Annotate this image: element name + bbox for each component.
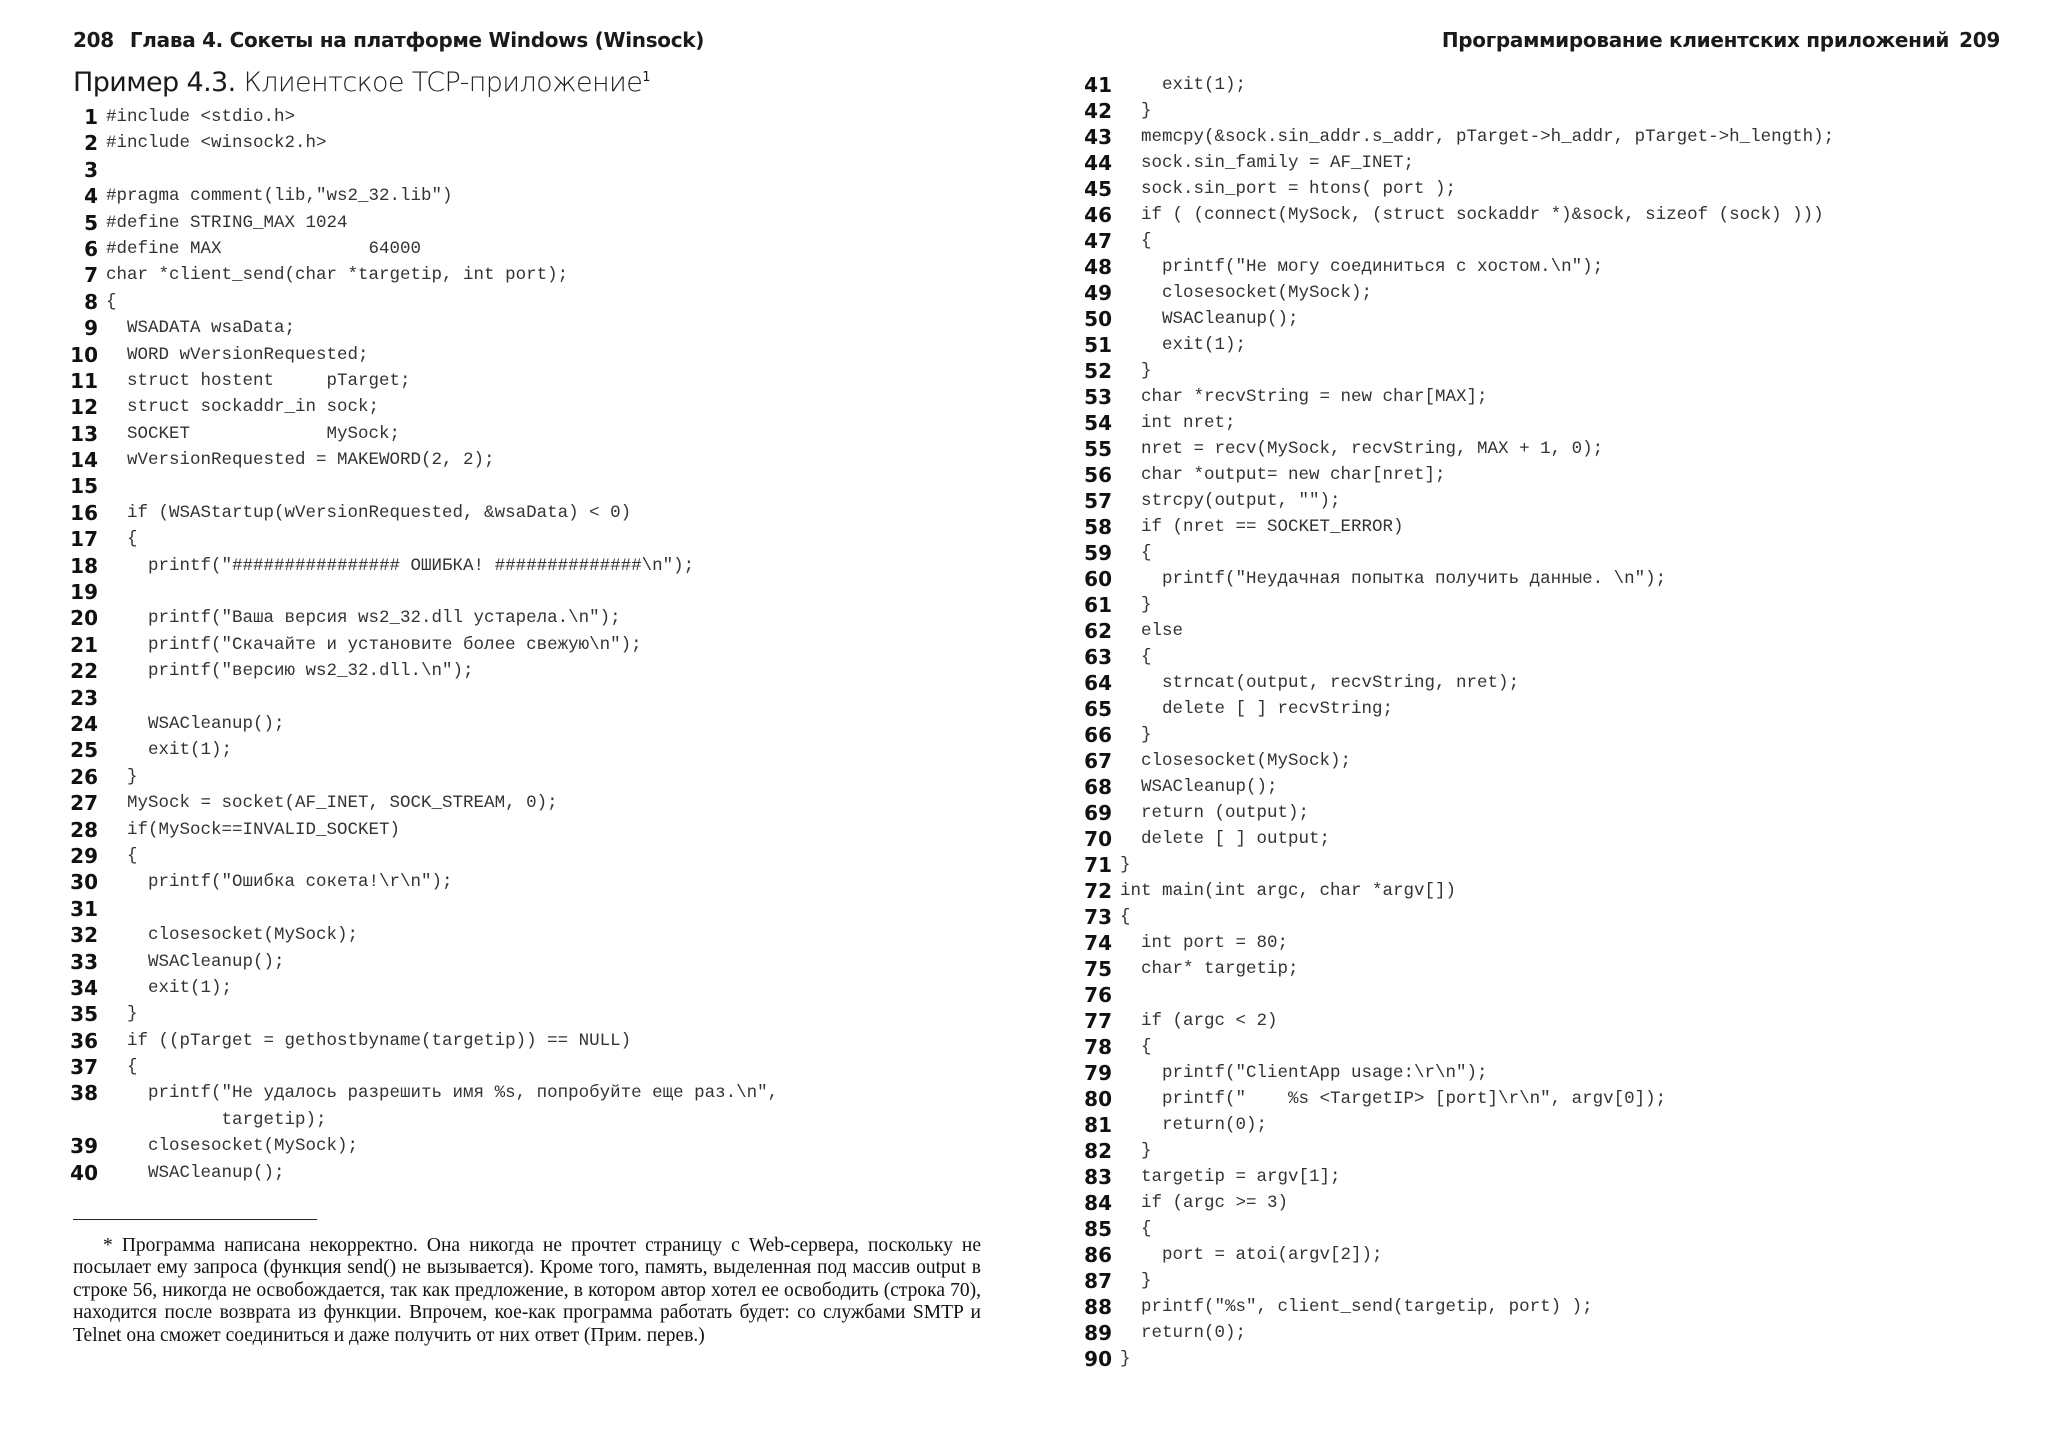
code-line xyxy=(50,896,778,922)
code-text: if (argc >= 3) xyxy=(1120,1193,1289,1213)
line-number: 72 xyxy=(1084,879,1112,903)
code-text: } xyxy=(1120,1141,1152,1161)
code-line xyxy=(1064,306,1834,332)
line-number: 65 xyxy=(1084,697,1112,721)
code-text: { xyxy=(106,1057,138,1078)
code-line xyxy=(1064,1060,1834,1086)
line-number: 52 xyxy=(1084,359,1112,383)
code-line xyxy=(1064,384,1834,410)
running-head-right xyxy=(1442,28,2000,52)
line-number: 40 xyxy=(70,1160,98,1185)
code-text: struct hostent pTarget; xyxy=(106,370,411,391)
code-text: char *recvString = new char[MAX]; xyxy=(1120,387,1488,407)
code-text: return(0); xyxy=(1120,1323,1247,1343)
line-number: 78 xyxy=(1084,1035,1112,1059)
code-line xyxy=(50,579,778,605)
code-text: } xyxy=(106,1004,138,1025)
code-line xyxy=(1064,332,1834,358)
line-number: 89 xyxy=(1084,1321,1112,1345)
code-line xyxy=(1064,436,1834,462)
line-number: 39 xyxy=(70,1134,98,1159)
code-text: memcpy(&sock.sin_addr.s_addr, pTarget->h_addr, pTarget->h_length); xyxy=(1120,127,1835,147)
code-text: closesocket(MySock); xyxy=(106,925,359,946)
code-text: { xyxy=(1120,543,1152,563)
line-number: 26 xyxy=(70,764,98,789)
code-line xyxy=(1064,358,1834,384)
line-number: 7 xyxy=(84,263,98,288)
code-line xyxy=(1064,696,1834,722)
line-number: 76 xyxy=(1084,983,1112,1007)
code-text: #pragma comment(lib,"ws2_32.lib") xyxy=(106,186,453,207)
code-text: } xyxy=(1120,361,1152,381)
code-line xyxy=(50,526,778,552)
code-text: } xyxy=(1120,725,1152,745)
line-number: 79 xyxy=(1084,1061,1112,1085)
line-number: 19 xyxy=(70,580,98,605)
chapter-title: Глава 4. Сокеты на платформе Windows (Winsock) xyxy=(129,28,705,52)
code-line xyxy=(1064,254,1834,280)
code-text: sock.sin_port = htons( port ); xyxy=(1120,179,1457,199)
line-number: 27 xyxy=(70,791,98,816)
line-number: 50 xyxy=(1084,307,1112,331)
section-title: Программирование клиентских приложений xyxy=(1441,28,1950,52)
line-number: 23 xyxy=(70,685,98,710)
code-line xyxy=(50,632,778,658)
code-line xyxy=(50,658,778,684)
code-text: if ( (connect(MySock, (struct sockaddr *)&sock, sizeof (sock) ))) xyxy=(1120,205,1824,225)
code-text: printf("ClientApp usage:\r\n"); xyxy=(1120,1063,1488,1083)
code-line xyxy=(1064,566,1834,592)
code-text: WSACleanup(); xyxy=(1120,309,1299,329)
code-line xyxy=(1064,826,1834,852)
line-number: 51 xyxy=(1084,333,1112,357)
code-text: printf("Не могу соединиться с хостом.\n"); xyxy=(1120,257,1604,277)
code-line xyxy=(50,553,778,579)
line-number: 56 xyxy=(1084,463,1112,487)
code-text: MySock = socket(AF_INET, SOCK_STREAM, 0); xyxy=(106,793,558,814)
footnote-marker: 1 xyxy=(642,70,650,85)
code-line xyxy=(1064,462,1834,488)
code-text: exit(1); xyxy=(1120,335,1247,355)
code-text: if (WSAStartup(wVersionRequested, &wsaData) < 0) xyxy=(106,502,632,523)
line-number: 2 xyxy=(84,131,98,156)
code-line xyxy=(1064,1164,1834,1190)
line-number: 57 xyxy=(1084,489,1112,513)
code-text: targetip = argv[1]; xyxy=(1120,1167,1341,1187)
code-line xyxy=(50,737,778,763)
line-number: 82 xyxy=(1084,1139,1112,1163)
code-text: else xyxy=(1120,621,1184,641)
line-number: 69 xyxy=(1084,801,1112,825)
code-text: if(MySock==INVALID_SOCKET) xyxy=(106,819,401,840)
line-number: 66 xyxy=(1084,723,1112,747)
code-text: } xyxy=(1120,1271,1152,1291)
code-text: closesocket(MySock); xyxy=(1120,283,1373,303)
code-text: { xyxy=(1120,1219,1152,1239)
line-number: 70 xyxy=(1084,827,1112,851)
line-number: 14 xyxy=(70,448,98,473)
code-line xyxy=(50,183,778,209)
code-line xyxy=(1064,904,1834,930)
code-line xyxy=(1064,930,1834,956)
line-number: 59 xyxy=(1084,541,1112,565)
line-number: 64 xyxy=(1084,671,1112,695)
code-line xyxy=(1064,592,1834,618)
code-line xyxy=(1064,488,1834,514)
line-number: 55 xyxy=(1084,437,1112,461)
code-text: sock.sin_family = AF_INET; xyxy=(1120,153,1415,173)
line-number: 24 xyxy=(70,711,98,736)
line-number: 80 xyxy=(1084,1087,1112,1111)
code-line xyxy=(50,1001,778,1027)
code-line xyxy=(50,685,778,711)
code-line xyxy=(1064,124,1834,150)
code-line xyxy=(1064,1138,1834,1164)
code-line xyxy=(1064,1294,1834,1320)
code-text: exit(1); xyxy=(1120,75,1247,95)
code-text: #define STRING_MAX 1024 xyxy=(106,212,348,233)
code-text: { xyxy=(1120,647,1152,667)
code-line xyxy=(1064,202,1834,228)
line-number: 68 xyxy=(1084,775,1112,799)
line-number: 83 xyxy=(1084,1165,1112,1189)
code-listing-right xyxy=(1064,72,1834,1372)
code-line xyxy=(50,975,778,1001)
code-line xyxy=(50,368,778,394)
line-number: 34 xyxy=(70,975,98,1000)
line-number: 30 xyxy=(70,870,98,895)
code-text: { xyxy=(106,845,138,866)
code-line xyxy=(1064,800,1834,826)
line-number: 73 xyxy=(1084,905,1112,929)
code-text: } xyxy=(106,766,138,787)
listing-caption: Клиентское TCP-приложение xyxy=(243,67,643,98)
code-line xyxy=(50,790,778,816)
line-number: 67 xyxy=(1084,749,1112,773)
line-number: 38 xyxy=(70,1081,98,1106)
code-text: } xyxy=(1120,1349,1131,1369)
code-line xyxy=(50,236,778,262)
code-line xyxy=(1064,514,1834,540)
line-number: 58 xyxy=(1084,515,1112,539)
code-text: wVersionRequested = MAKEWORD(2, 2); xyxy=(106,450,495,471)
line-number: 53 xyxy=(1084,385,1112,409)
code-line xyxy=(50,1080,778,1133)
code-line xyxy=(50,210,778,236)
line-number: 88 xyxy=(1084,1295,1112,1319)
code-text: printf(" %s <TargetIP> [port]\r\n", argv[0]); xyxy=(1120,1089,1667,1109)
code-line xyxy=(50,315,778,341)
code-text: WSACleanup(); xyxy=(1120,777,1278,797)
line-number: 54 xyxy=(1084,411,1112,435)
line-number: 35 xyxy=(70,1002,98,1027)
code-text: return(0); xyxy=(1120,1115,1268,1135)
code-line xyxy=(1064,98,1834,124)
line-number: 6 xyxy=(84,236,98,261)
code-line xyxy=(50,1160,778,1186)
code-line xyxy=(1064,150,1834,176)
line-number: 22 xyxy=(70,659,98,684)
code-line xyxy=(1064,1008,1834,1034)
code-line xyxy=(1064,644,1834,670)
code-text: printf("версию ws2_32.dll.\n"); xyxy=(106,661,474,682)
code-line xyxy=(50,500,778,526)
code-text: exit(1); xyxy=(106,740,233,761)
code-text: } xyxy=(1120,595,1152,615)
line-number: 85 xyxy=(1084,1217,1112,1241)
code-line xyxy=(50,262,778,288)
code-text: } xyxy=(1120,855,1131,875)
code-line xyxy=(1064,1112,1834,1138)
code-line xyxy=(50,949,778,975)
line-number: 33 xyxy=(70,949,98,974)
line-number: 25 xyxy=(70,738,98,763)
code-text: { xyxy=(1120,907,1131,927)
code-line xyxy=(1064,1086,1834,1112)
line-number: 15 xyxy=(70,474,98,499)
code-text: printf("Не удалось разрешить имя %s, попробуйте еще раз.\n", targetip); xyxy=(148,1083,779,1130)
line-number: 13 xyxy=(70,421,98,446)
code-text: exit(1); xyxy=(106,977,233,998)
code-text: int nret; xyxy=(1120,413,1236,433)
code-line xyxy=(50,130,778,156)
code-line xyxy=(1064,1320,1834,1346)
line-number: 9 xyxy=(84,316,98,341)
line-number: 12 xyxy=(70,395,98,420)
line-number: 31 xyxy=(70,896,98,921)
line-number: 87 xyxy=(1084,1269,1112,1293)
code-line xyxy=(1064,540,1834,566)
code-line xyxy=(50,394,778,420)
running-head-left xyxy=(73,28,704,52)
line-number: 21 xyxy=(70,632,98,657)
line-number: 8 xyxy=(84,289,98,314)
code-line xyxy=(50,157,778,183)
line-number: 37 xyxy=(70,1055,98,1080)
line-number: 63 xyxy=(1084,645,1112,669)
line-number: 11 xyxy=(70,368,98,393)
line-number: 46 xyxy=(1084,203,1112,227)
code-text: closesocket(MySock); xyxy=(1120,751,1352,771)
line-number: 28 xyxy=(70,817,98,842)
code-line xyxy=(50,764,778,790)
code-line xyxy=(1064,280,1834,306)
code-text: { xyxy=(106,291,117,312)
line-number: 90 xyxy=(1084,1347,1112,1371)
code-line xyxy=(50,605,778,631)
line-number: 45 xyxy=(1084,177,1112,201)
line-number: 5 xyxy=(84,210,98,235)
code-line xyxy=(1064,748,1834,774)
right-page xyxy=(1024,0,2048,1447)
code-text: struct sockaddr_in sock; xyxy=(106,397,380,418)
code-line xyxy=(50,342,778,368)
code-line xyxy=(1064,410,1834,436)
line-number: 71 xyxy=(1084,853,1112,877)
code-text: { xyxy=(1120,1037,1152,1057)
code-line xyxy=(1064,956,1834,982)
code-text: printf("Неудачная попытка получить данные. \n"); xyxy=(1120,569,1667,589)
code-line xyxy=(1064,1268,1834,1294)
line-number: 60 xyxy=(1084,567,1112,591)
code-text: #include <winsock2.h> xyxy=(106,133,327,154)
code-line xyxy=(50,817,778,843)
code-line xyxy=(1064,1190,1834,1216)
code-text: #define MAX 64000 xyxy=(106,238,422,259)
line-number: 16 xyxy=(70,500,98,525)
code-line xyxy=(1064,670,1834,696)
code-text: WSACleanup(); xyxy=(106,713,285,734)
code-text: printf("%s", client_send(targetip, port) ); xyxy=(1120,1297,1593,1317)
code-listing-left xyxy=(50,104,778,1186)
code-line xyxy=(1064,618,1834,644)
code-text: #include <stdio.h> xyxy=(106,107,296,127)
code-line xyxy=(1064,1034,1834,1060)
line-number: 86 xyxy=(1084,1243,1112,1267)
line-number: 44 xyxy=(1084,151,1112,175)
code-line xyxy=(50,1133,778,1159)
code-line xyxy=(1064,852,1834,878)
line-number: 43 xyxy=(1084,125,1112,149)
code-line xyxy=(1064,722,1834,748)
line-number: 74 xyxy=(1084,931,1112,955)
code-text: closesocket(MySock); xyxy=(106,1136,359,1157)
code-text: if ((pTarget = gethostbyname(targetip)) == NULL) xyxy=(106,1030,632,1051)
footnote-text: * Программа написана некорректно. Она никогда не прочтет страницу с Web-сервера, поскольку не посылает ему запроса (функция send() не вызывается). Кроме того, память, выделенная под массив output в строке 56, никогда не освобождается, так как предложение, в котором автор хотел ее освободить (строка 70), находится после возврата из функции. Впрочем, кое-как программа работать будет: со службами SMTP и Telnet она сможет соединиться и даже получить от них ответ (Прим. перев.) xyxy=(73,1235,981,1346)
code-text: delete [ ] output; xyxy=(1120,829,1331,849)
line-number: 75 xyxy=(1084,957,1112,981)
code-text: char* targetip; xyxy=(1120,959,1299,979)
code-text: nret = recv(MySock, recvString, MAX + 1, 0); xyxy=(1120,439,1604,459)
code-text: if (argc < 2) xyxy=(1120,1011,1278,1031)
code-text: { xyxy=(106,529,138,550)
line-number: 1 xyxy=(84,105,98,129)
code-line xyxy=(50,843,778,869)
code-line xyxy=(50,289,778,315)
line-number: 17 xyxy=(70,527,98,552)
line-number: 84 xyxy=(1084,1191,1112,1215)
code-text: int main(int argc, char *argv[]) xyxy=(1120,881,1457,901)
code-line xyxy=(50,869,778,895)
code-line xyxy=(1064,1242,1834,1268)
code-text: return (output); xyxy=(1120,803,1310,823)
line-number: 42 xyxy=(1084,99,1112,123)
code-text: { xyxy=(1120,231,1152,251)
code-text: printf("################ ОШИБКА! ##############\n"); xyxy=(106,555,695,576)
code-line xyxy=(1064,1216,1834,1242)
line-number: 48 xyxy=(1084,255,1112,279)
page-number-right: 209 xyxy=(1959,28,2000,52)
code-text: strcpy(output, ""); xyxy=(1120,491,1341,511)
code-line xyxy=(50,421,778,447)
code-text: int port = 80; xyxy=(1120,933,1289,953)
code-text: WORD wVersionRequested; xyxy=(106,344,369,365)
line-number: 29 xyxy=(70,843,98,868)
code-line xyxy=(1064,228,1834,254)
code-text: char *output= new char[nret]; xyxy=(1120,465,1446,485)
code-text: SOCKET MySock; xyxy=(106,423,401,444)
code-line xyxy=(50,447,778,473)
line-number: 32 xyxy=(70,923,98,948)
code-line xyxy=(1064,982,1834,1008)
code-text: strncat(output, recvString, nret); xyxy=(1120,673,1520,693)
code-line xyxy=(50,104,778,130)
code-text: printf("Ваша версия ws2_32.dll устарела.\n"); xyxy=(106,608,621,629)
code-line xyxy=(1064,176,1834,202)
line-number: 62 xyxy=(1084,619,1112,643)
code-text: char *client_send(char *targetip, int port); xyxy=(106,265,569,286)
code-text: printf("Скачайте и установите более свежую\n"); xyxy=(106,634,642,655)
line-number: 81 xyxy=(1084,1113,1112,1137)
code-text: WSADATA wsaData; xyxy=(106,318,296,339)
code-text: } xyxy=(1120,101,1152,121)
code-text: printf("Ошибка сокета!\r\n"); xyxy=(106,872,453,893)
code-text: WSACleanup(); xyxy=(106,951,285,972)
code-line xyxy=(1064,1346,1834,1372)
listing-label: Пример 4.3. xyxy=(73,67,236,98)
code-text: delete [ ] recvString; xyxy=(1120,699,1394,719)
page-number-left: 208 xyxy=(73,28,114,52)
code-line xyxy=(50,473,778,499)
line-number: 49 xyxy=(1084,281,1112,305)
code-line xyxy=(1064,774,1834,800)
line-number: 77 xyxy=(1084,1009,1112,1033)
code-line xyxy=(1064,878,1834,904)
code-line xyxy=(50,922,778,948)
line-number: 4 xyxy=(84,184,98,209)
code-line xyxy=(50,1028,778,1054)
code-line xyxy=(50,1054,778,1080)
line-number: 3 xyxy=(84,157,98,182)
listing-title xyxy=(73,67,650,98)
code-text: port = atoi(argv[2]); xyxy=(1120,1245,1383,1265)
code-text: if (nret == SOCKET_ERROR) xyxy=(1120,517,1404,537)
code-line xyxy=(50,711,778,737)
line-number: 18 xyxy=(70,553,98,578)
line-number: 41 xyxy=(1084,73,1112,97)
line-number: 10 xyxy=(70,342,98,367)
line-number: 47 xyxy=(1084,229,1112,253)
line-number: 61 xyxy=(1084,593,1112,617)
line-number: 20 xyxy=(70,606,98,631)
code-text: WSACleanup(); xyxy=(106,1162,285,1183)
footnote-divider xyxy=(73,1219,317,1220)
code-line xyxy=(1064,72,1834,98)
line-number: 36 xyxy=(70,1028,98,1053)
